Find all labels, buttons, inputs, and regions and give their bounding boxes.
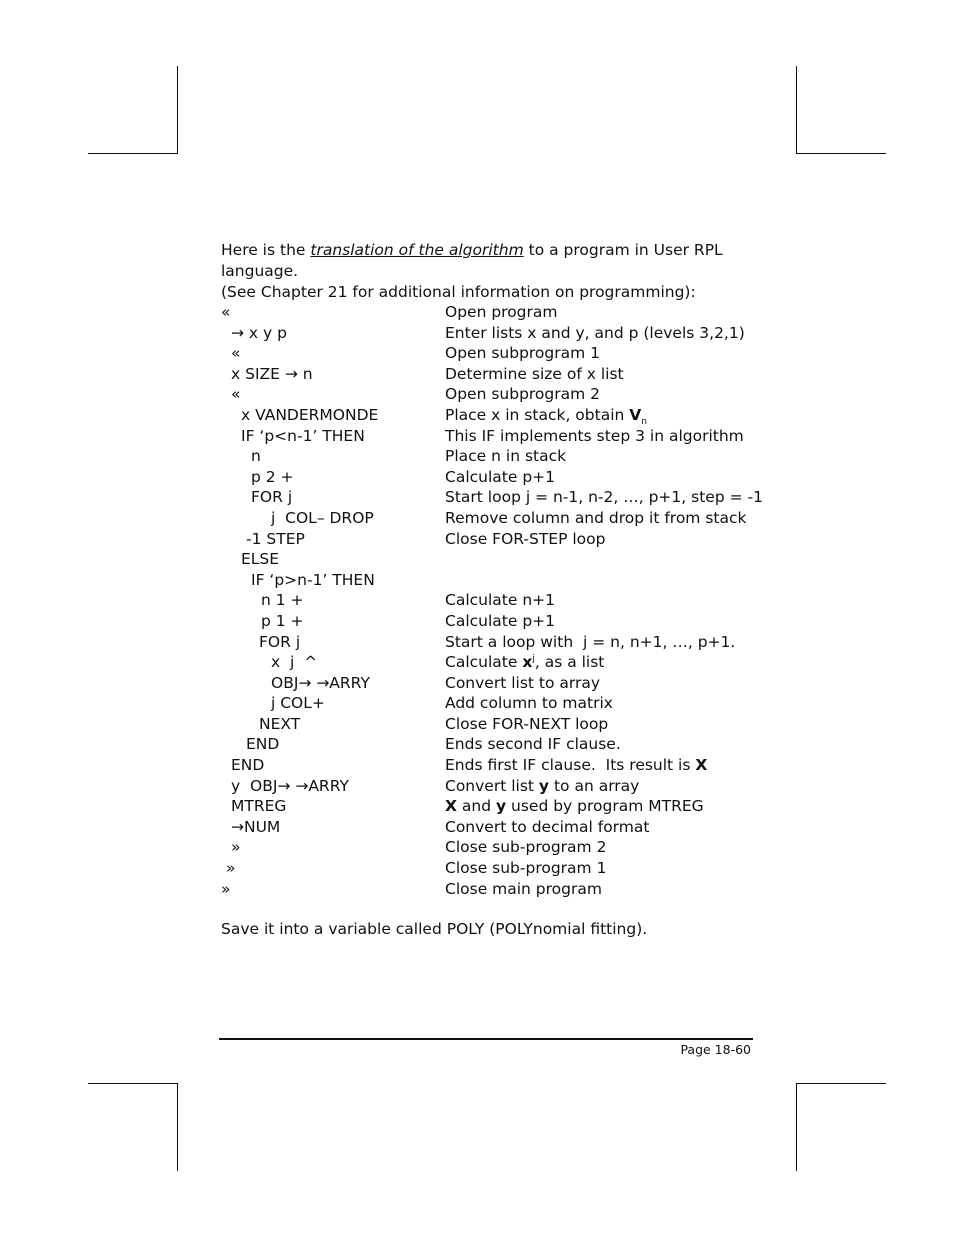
code-comment [445, 838, 606, 856]
intro-text-before: Here is the [221, 241, 311, 259]
crop-mark [796, 153, 886, 154]
code-comment [445, 694, 613, 712]
listing-row [0, 797, 954, 818]
listing-row [0, 612, 954, 633]
comment-part: Close sub-program 2 [445, 838, 607, 857]
listing-row [0, 694, 954, 715]
listing-row [0, 735, 954, 756]
code-line: -1 STEP [246, 529, 305, 548]
comment-part: Close FOR-STEP loop [445, 529, 606, 548]
code-line: NEXT [259, 714, 301, 733]
code-line: x SIZE → n [231, 364, 313, 383]
code-line: p 1 + [261, 611, 304, 630]
footer-rule [219, 1038, 753, 1040]
listing-row [0, 468, 954, 489]
listing-row [0, 571, 954, 592]
listing-row [0, 488, 954, 509]
listing-row [0, 385, 954, 406]
code-line: j COL+ [271, 694, 325, 713]
comment-part: Enter lists x and y, and p (levels 3,2,1) [445, 323, 745, 342]
comment-part: Calculate p+1 [445, 467, 556, 486]
comment-part: X [445, 797, 457, 816]
code-line: →NUM [231, 817, 281, 836]
intro-paragraph [221, 240, 781, 303]
code-line: » [221, 879, 231, 898]
comment-part: Place n in stack [445, 447, 567, 466]
comment-part: V [629, 405, 642, 424]
code-comment [445, 777, 639, 795]
comment-part: Convert list [445, 776, 539, 795]
listing-row [0, 427, 954, 448]
code-line: x VANDERMONDE [241, 405, 379, 424]
code-line: → x y p [231, 323, 287, 342]
page-number: Page 18-60 [680, 1042, 751, 1057]
comment-part: Open program [445, 303, 558, 321]
save-instruction: Save it into a variable called POLY (POLYnomial fitting). [221, 920, 648, 938]
comment-part: Start loop j = n-1, n-2, …, p+1, step = -1 [445, 488, 763, 507]
comment-part: Ends second IF clause. [445, 735, 621, 754]
crop-mark [177, 1083, 178, 1171]
comment-part: used by program MTREG [506, 797, 704, 816]
code-comment [445, 715, 608, 733]
code-line: y OBJ→ →ARRY [231, 776, 349, 795]
code-comment [445, 735, 621, 753]
code-line: END [231, 756, 265, 775]
code-line: OBJ→ →ARRY [271, 673, 370, 692]
code-comment [445, 344, 600, 362]
listing-row [0, 818, 954, 839]
listing-row [0, 633, 954, 654]
comment-part: Close sub-program 1 [445, 859, 607, 878]
comment-part: to an array [549, 776, 640, 795]
code-line: « [231, 344, 241, 363]
comment-part: Ends first IF clause. Its result is [445, 756, 696, 775]
intro-line-2: (See Chapter 21 for additional information on programming): [221, 283, 696, 301]
comment-part: This IF implements step 3 in algorithm [445, 426, 744, 445]
crop-mark [177, 66, 178, 154]
comment-part: Convert to decimal format [445, 817, 650, 836]
crop-mark [88, 1083, 178, 1084]
listing-row [0, 674, 954, 695]
listing-row [0, 838, 954, 859]
comment-part: Remove column and drop it from stack [445, 508, 747, 527]
code-line: « [221, 303, 231, 321]
comment-part: Open subprogram 2 [445, 385, 601, 404]
comment-part: Close main program [445, 879, 602, 898]
comment-part: Add column to matrix [445, 694, 613, 713]
listing-row [0, 447, 954, 468]
comment-part: n [641, 417, 647, 428]
comment-part: Place x in stack, obtain [445, 405, 630, 424]
comment-part: , as a list [534, 653, 605, 672]
comment-part: Convert list to array [445, 673, 601, 692]
comment-part: Open subprogram 1 [445, 344, 601, 363]
listing-row [0, 653, 954, 674]
program-listing [0, 303, 954, 900]
listing-row [0, 880, 954, 901]
code-line: » [231, 838, 241, 857]
code-comment [445, 509, 746, 527]
code-line: FOR j [251, 488, 293, 507]
listing-row [0, 324, 954, 345]
code-comment [445, 818, 649, 836]
listing-row [0, 344, 954, 365]
listing-row [0, 777, 954, 798]
crop-mark [796, 66, 797, 154]
code-comment [445, 880, 602, 898]
comment-part: X [695, 756, 708, 775]
listing-row [0, 509, 954, 530]
crop-mark [796, 1083, 886, 1084]
algorithm-link[interactable]: translation of the algorithm [310, 241, 524, 259]
code-comment [445, 303, 558, 321]
listing-row [0, 859, 954, 880]
comment-part: Calculate p+1 [445, 611, 556, 630]
code-comment [445, 447, 566, 465]
code-comment [445, 530, 606, 548]
code-line: FOR j [259, 632, 301, 651]
comment-part: j [532, 653, 535, 664]
intro-text-after: to a program in User RPL language. [221, 241, 723, 280]
listing-row [0, 530, 954, 551]
code-line: END [246, 735, 280, 754]
code-line: n 1 + [261, 591, 304, 610]
code-comment [445, 612, 555, 630]
code-comment [445, 488, 763, 506]
code-line: n [251, 447, 261, 466]
code-comment [445, 468, 555, 486]
code-line: ELSE [241, 550, 280, 569]
code-line: IF ‘p<n-1’ THEN [241, 426, 365, 445]
comment-part: Calculate n+1 [445, 591, 555, 610]
code-line: j COL– DROP [271, 508, 374, 527]
listing-row [0, 550, 954, 571]
code-line: x j ^ [271, 653, 318, 672]
code-comment [445, 653, 604, 671]
code-comment [445, 859, 606, 877]
listing-row [0, 406, 954, 427]
comment-part: Close FOR-NEXT loop [445, 714, 609, 733]
listing-row [0, 715, 954, 736]
code-comment [445, 406, 647, 427]
listing-row [0, 365, 954, 386]
code-line: IF ‘p>n-1’ THEN [251, 570, 375, 589]
crop-mark [88, 153, 178, 154]
code-comment [445, 797, 704, 815]
code-line: » [226, 859, 236, 878]
comment-part: Start a loop with j = n, n+1, …, p+1. [445, 632, 736, 651]
comment-part: y [538, 776, 550, 795]
code-comment [445, 385, 600, 403]
comment-part: and [456, 797, 496, 816]
code-comment [445, 756, 707, 774]
code-comment [445, 674, 600, 692]
code-comment [445, 591, 555, 609]
code-comment [445, 427, 744, 445]
code-line: p 2 + [251, 467, 294, 486]
listing-row [0, 303, 954, 324]
code-line: MTREG [231, 797, 287, 816]
code-comment [445, 365, 624, 383]
comment-part: x [522, 653, 533, 672]
comment-part: y [495, 797, 507, 816]
listing-row [0, 756, 954, 777]
listing-row [0, 591, 954, 612]
crop-mark [796, 1083, 797, 1171]
code-comment [445, 324, 745, 342]
comment-part: Calculate [445, 653, 523, 672]
comment-part: Determine size of x list [445, 364, 624, 383]
code-line: « [231, 385, 241, 404]
code-comment [445, 633, 735, 651]
